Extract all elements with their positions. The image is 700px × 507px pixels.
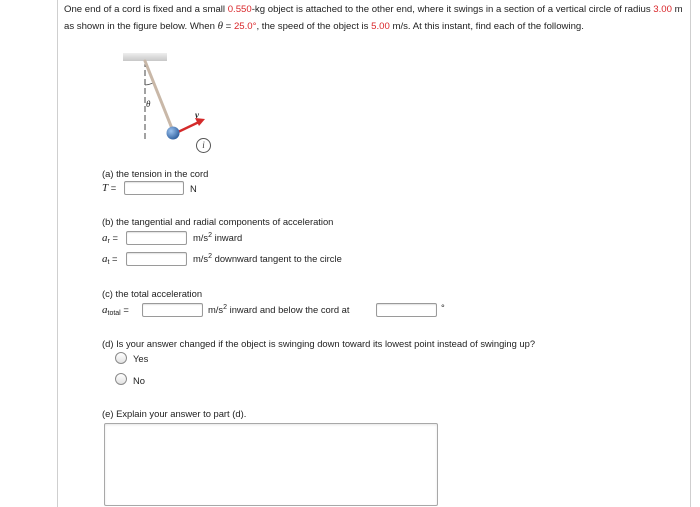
tension-equals: = xyxy=(108,182,117,193)
part-a-label: (a) the tension in the cord xyxy=(102,168,209,179)
speed-value: 5.00 xyxy=(371,21,390,32)
problem-text-6: m/s. At this instant, find each of the following. xyxy=(389,21,584,32)
total-accel-equals: = xyxy=(120,304,129,315)
total-accel-unit-exp: 2 xyxy=(223,304,228,311)
tangential-accel-symbol: a xyxy=(102,253,108,265)
part-d-label: (d) Is your answer changed if the object is swinging down toward its lowest point instead of swinging up? xyxy=(102,338,536,349)
tangential-accel-subscript: t xyxy=(107,259,110,266)
info-icon[interactable]: i xyxy=(196,138,211,153)
total-accel-symbol: a xyxy=(102,304,108,316)
problem-text-1: One end of a cord is fixed and a small xyxy=(64,4,228,15)
radius-value: 3.00 xyxy=(653,4,672,15)
radio-yes-label: Yes xyxy=(133,353,149,364)
theta-symbol: θ xyxy=(217,20,223,32)
mass-value: 0.550 xyxy=(227,4,252,15)
degree-symbol: ° xyxy=(441,302,445,313)
radio-yes[interactable] xyxy=(115,352,127,364)
tension-unit: N xyxy=(190,183,197,194)
angle-arc xyxy=(145,83,153,85)
radial-accel-equals: = xyxy=(109,232,118,243)
tangential-accel-input[interactable] xyxy=(126,252,187,266)
total-accel-variable xyxy=(102,304,129,317)
total-accel-input[interactable] xyxy=(142,303,203,317)
tangential-accel-unit-exp: 2 xyxy=(208,253,213,260)
radial-accel-subscript: r xyxy=(107,238,110,245)
tension-variable xyxy=(102,182,116,194)
total-accel-angle-input[interactable] xyxy=(376,303,437,317)
right-border xyxy=(690,0,691,507)
tangential-accel-equals: = xyxy=(109,253,118,264)
radial-accel-unit xyxy=(193,232,242,243)
radial-accel-variable xyxy=(102,232,118,245)
problem-text-3: m as shown in the figure below. When xyxy=(64,4,683,32)
pendulum-ball xyxy=(167,127,180,140)
angle-value: 25.0° xyxy=(233,21,257,32)
left-border xyxy=(57,0,58,507)
problem-text-5: , the speed of the object is xyxy=(256,21,372,32)
tangential-accel-variable xyxy=(102,253,118,266)
pendulum-figure xyxy=(115,45,255,157)
radio-no[interactable] xyxy=(115,373,127,385)
theta-label: θ xyxy=(146,99,151,109)
radio-no-label: No xyxy=(133,375,145,386)
part-b-label: (b) the tangential and radial components of acceleration xyxy=(102,216,334,227)
tension-symbol: T xyxy=(102,182,109,194)
cord xyxy=(145,61,173,131)
part-c-label: (c) the total acceleration xyxy=(102,288,203,299)
tangential-accel-unit-desc: downward tangent to the circle xyxy=(212,253,342,264)
radial-accel-unit-exp: 2 xyxy=(208,232,213,239)
total-accel-unit-desc: inward and below the cord at xyxy=(227,304,350,315)
radial-accel-symbol: a xyxy=(102,232,108,244)
problem-text-4: = xyxy=(223,21,234,32)
problem-statement xyxy=(64,2,684,35)
problem-text-2: -kg object is attached to the other end, where it swings in a section of a vertical circle of radius xyxy=(251,4,654,15)
velocity-label: v⃗ xyxy=(195,110,206,120)
part-e-label: (e) Explain your answer to part (d). xyxy=(102,408,247,419)
velocity-arrow xyxy=(178,122,199,132)
total-accel-subscript: total xyxy=(107,310,121,317)
radial-accel-input[interactable] xyxy=(126,231,187,245)
tangential-accel-unit xyxy=(193,253,342,264)
radial-accel-unit-base: m/s xyxy=(193,232,209,243)
tension-input[interactable] xyxy=(124,181,184,195)
explanation-textarea[interactable] xyxy=(104,423,438,506)
radial-accel-unit-desc: inward xyxy=(212,232,243,243)
total-accel-unit-base: m/s xyxy=(208,304,224,315)
tangential-accel-unit-base: m/s xyxy=(193,253,209,264)
total-accel-unit xyxy=(208,304,350,315)
